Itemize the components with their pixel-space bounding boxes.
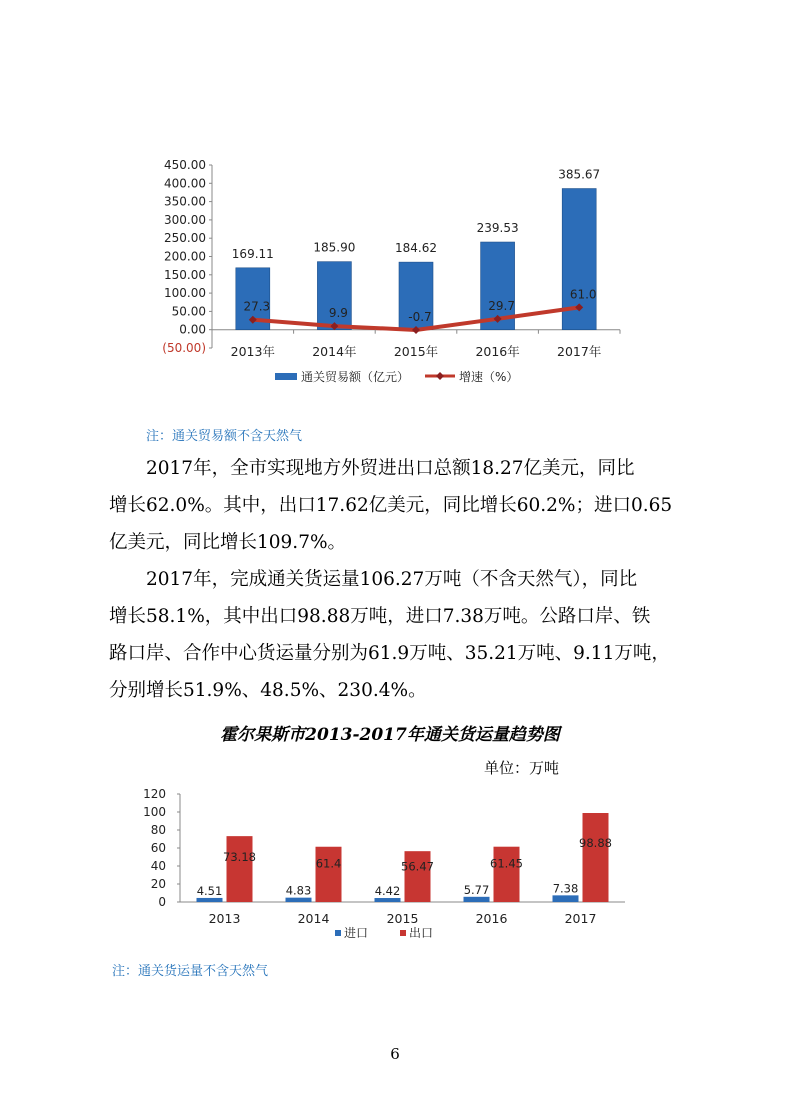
legend-label-bar: 通关贸易额（亿元） — [301, 370, 410, 384]
bar-label: 185.90 — [313, 240, 356, 255]
export-bar — [316, 847, 342, 902]
y-tick-label: 40 — [150, 859, 166, 873]
y-tick-label: 100.00 — [164, 286, 206, 301]
x-tick-label: 2016 — [475, 911, 508, 926]
bar-label: 239.53 — [476, 221, 519, 236]
chart2-unit: 单位：万吨 — [484, 759, 560, 777]
x-tick-label: 2013年 — [230, 344, 275, 359]
x-tick-label: 2016年 — [475, 344, 520, 359]
y-tick-label: (50.00) — [162, 341, 206, 355]
x-tick-label: 2015 — [386, 911, 419, 926]
export-bar — [494, 847, 520, 902]
para1-line3: 亿美元，同比增长109.7%。 — [109, 532, 347, 553]
bar-label: 169.11 — [231, 246, 274, 261]
para2-line4: 分别增长51.9%、48.5%、230.4%。 — [109, 680, 427, 701]
legend-label-export: 出口 — [409, 926, 434, 940]
bars — [197, 813, 612, 902]
y-tick-label: 120 — [143, 787, 166, 801]
y-tick-label: 150.00 — [164, 267, 206, 282]
import-bar — [286, 898, 312, 902]
import-bar — [553, 895, 579, 902]
export-label: 73.18 — [223, 850, 256, 865]
bar-label: 184.62 — [395, 241, 437, 256]
line-label: -0.7 — [408, 309, 432, 324]
legend-label-import: 进口 — [344, 926, 369, 940]
import-label: 5.77 — [463, 882, 490, 897]
x-tick-label: 2017年 — [557, 344, 602, 359]
x-axis — [209, 911, 597, 926]
legend — [275, 369, 518, 384]
freight-chart — [130, 782, 640, 947]
x-tick-label: 2014年 — [312, 344, 357, 359]
para1-line2: 增长62.0%。其中，出口17.62亿美元，同比增长60.2%；进口0.65 — [109, 495, 673, 516]
import-label: 4.51 — [196, 883, 223, 898]
y-tick-label: 0 — [158, 895, 166, 909]
export-label: 61.4 — [315, 856, 342, 871]
export-label: 61.45 — [490, 856, 523, 871]
import-label: 4.42 — [374, 884, 401, 899]
y-tick-label: 100 — [143, 805, 166, 819]
y-tick-label: 350.00 — [164, 194, 206, 209]
export-bar — [583, 813, 609, 902]
line-label: 9.9 — [328, 306, 348, 321]
chart2-title: 霍尔果斯市2013-2017年通关货运量趋势图 — [220, 725, 560, 745]
paragraph-2 — [109, 561, 696, 709]
chart1-note: 注：通关贸易额不含天然气 — [146, 429, 303, 444]
para1-line1: 2017年，全市实现地方外贸进出口总额18.27亿美元，同比 — [146, 458, 635, 479]
paragraph-1 — [109, 450, 696, 561]
legend-swatch-export — [400, 930, 406, 936]
y-tick-label: 450.00 — [164, 158, 206, 172]
legend-swatch-import — [335, 930, 341, 936]
legend — [335, 925, 433, 940]
import-label: 4.83 — [285, 883, 312, 898]
para2-line2: 增长58.1%，其中出口98.88万吨，进口7.38万吨。公路口岸、铁 — [109, 606, 651, 627]
x-axis — [212, 330, 620, 359]
y-tick-label: 50.00 — [171, 304, 206, 319]
para2-line1: 2017年，完成通关货运量106.27万吨（不含天然气），同比 — [146, 569, 638, 590]
import-bar — [464, 897, 490, 902]
bars — [232, 168, 600, 330]
x-tick-label: 2015年 — [393, 344, 439, 359]
bar-label: 385.67 — [558, 167, 601, 182]
legend-swatch-marker — [436, 372, 444, 380]
page-number: 6 — [390, 1045, 400, 1063]
line-label: 27.3 — [243, 299, 271, 314]
export-label: 98.88 — [579, 835, 612, 850]
para2-line3: 路口岸、合作中心货运量分别为61.9万吨、35.21万吨、9.11万吨， — [109, 643, 670, 664]
x-tick-label: 2017 — [564, 911, 597, 926]
x-tick-label: 2014 — [297, 911, 330, 926]
y-tick-label: 250.00 — [164, 231, 206, 246]
x-tick-label: 2013 — [208, 911, 241, 926]
line-label: 29.7 — [488, 298, 515, 313]
line-label: 61.0 — [569, 287, 597, 302]
y-tick-label: 300.00 — [164, 212, 206, 227]
import-bar — [197, 898, 223, 902]
y-tick-label: 60 — [150, 841, 166, 855]
y-tick-label: 400.00 — [164, 176, 206, 191]
y-tick-label: 80 — [150, 823, 166, 837]
export-label: 56.47 — [401, 859, 434, 874]
export-bar — [227, 836, 253, 902]
legend-label-line: 增速（%） — [459, 370, 519, 384]
chart2-note: 注：通关货运量不含天然气 — [112, 964, 269, 979]
trade-chart — [150, 150, 630, 395]
y-tick-label: 20 — [150, 877, 166, 891]
import-label: 7.38 — [552, 881, 579, 896]
y-tick-label: 0.00 — [179, 322, 206, 337]
y-tick-label: 200.00 — [164, 249, 206, 264]
import-bar — [375, 898, 401, 902]
legend-swatch-bar — [275, 373, 297, 380]
